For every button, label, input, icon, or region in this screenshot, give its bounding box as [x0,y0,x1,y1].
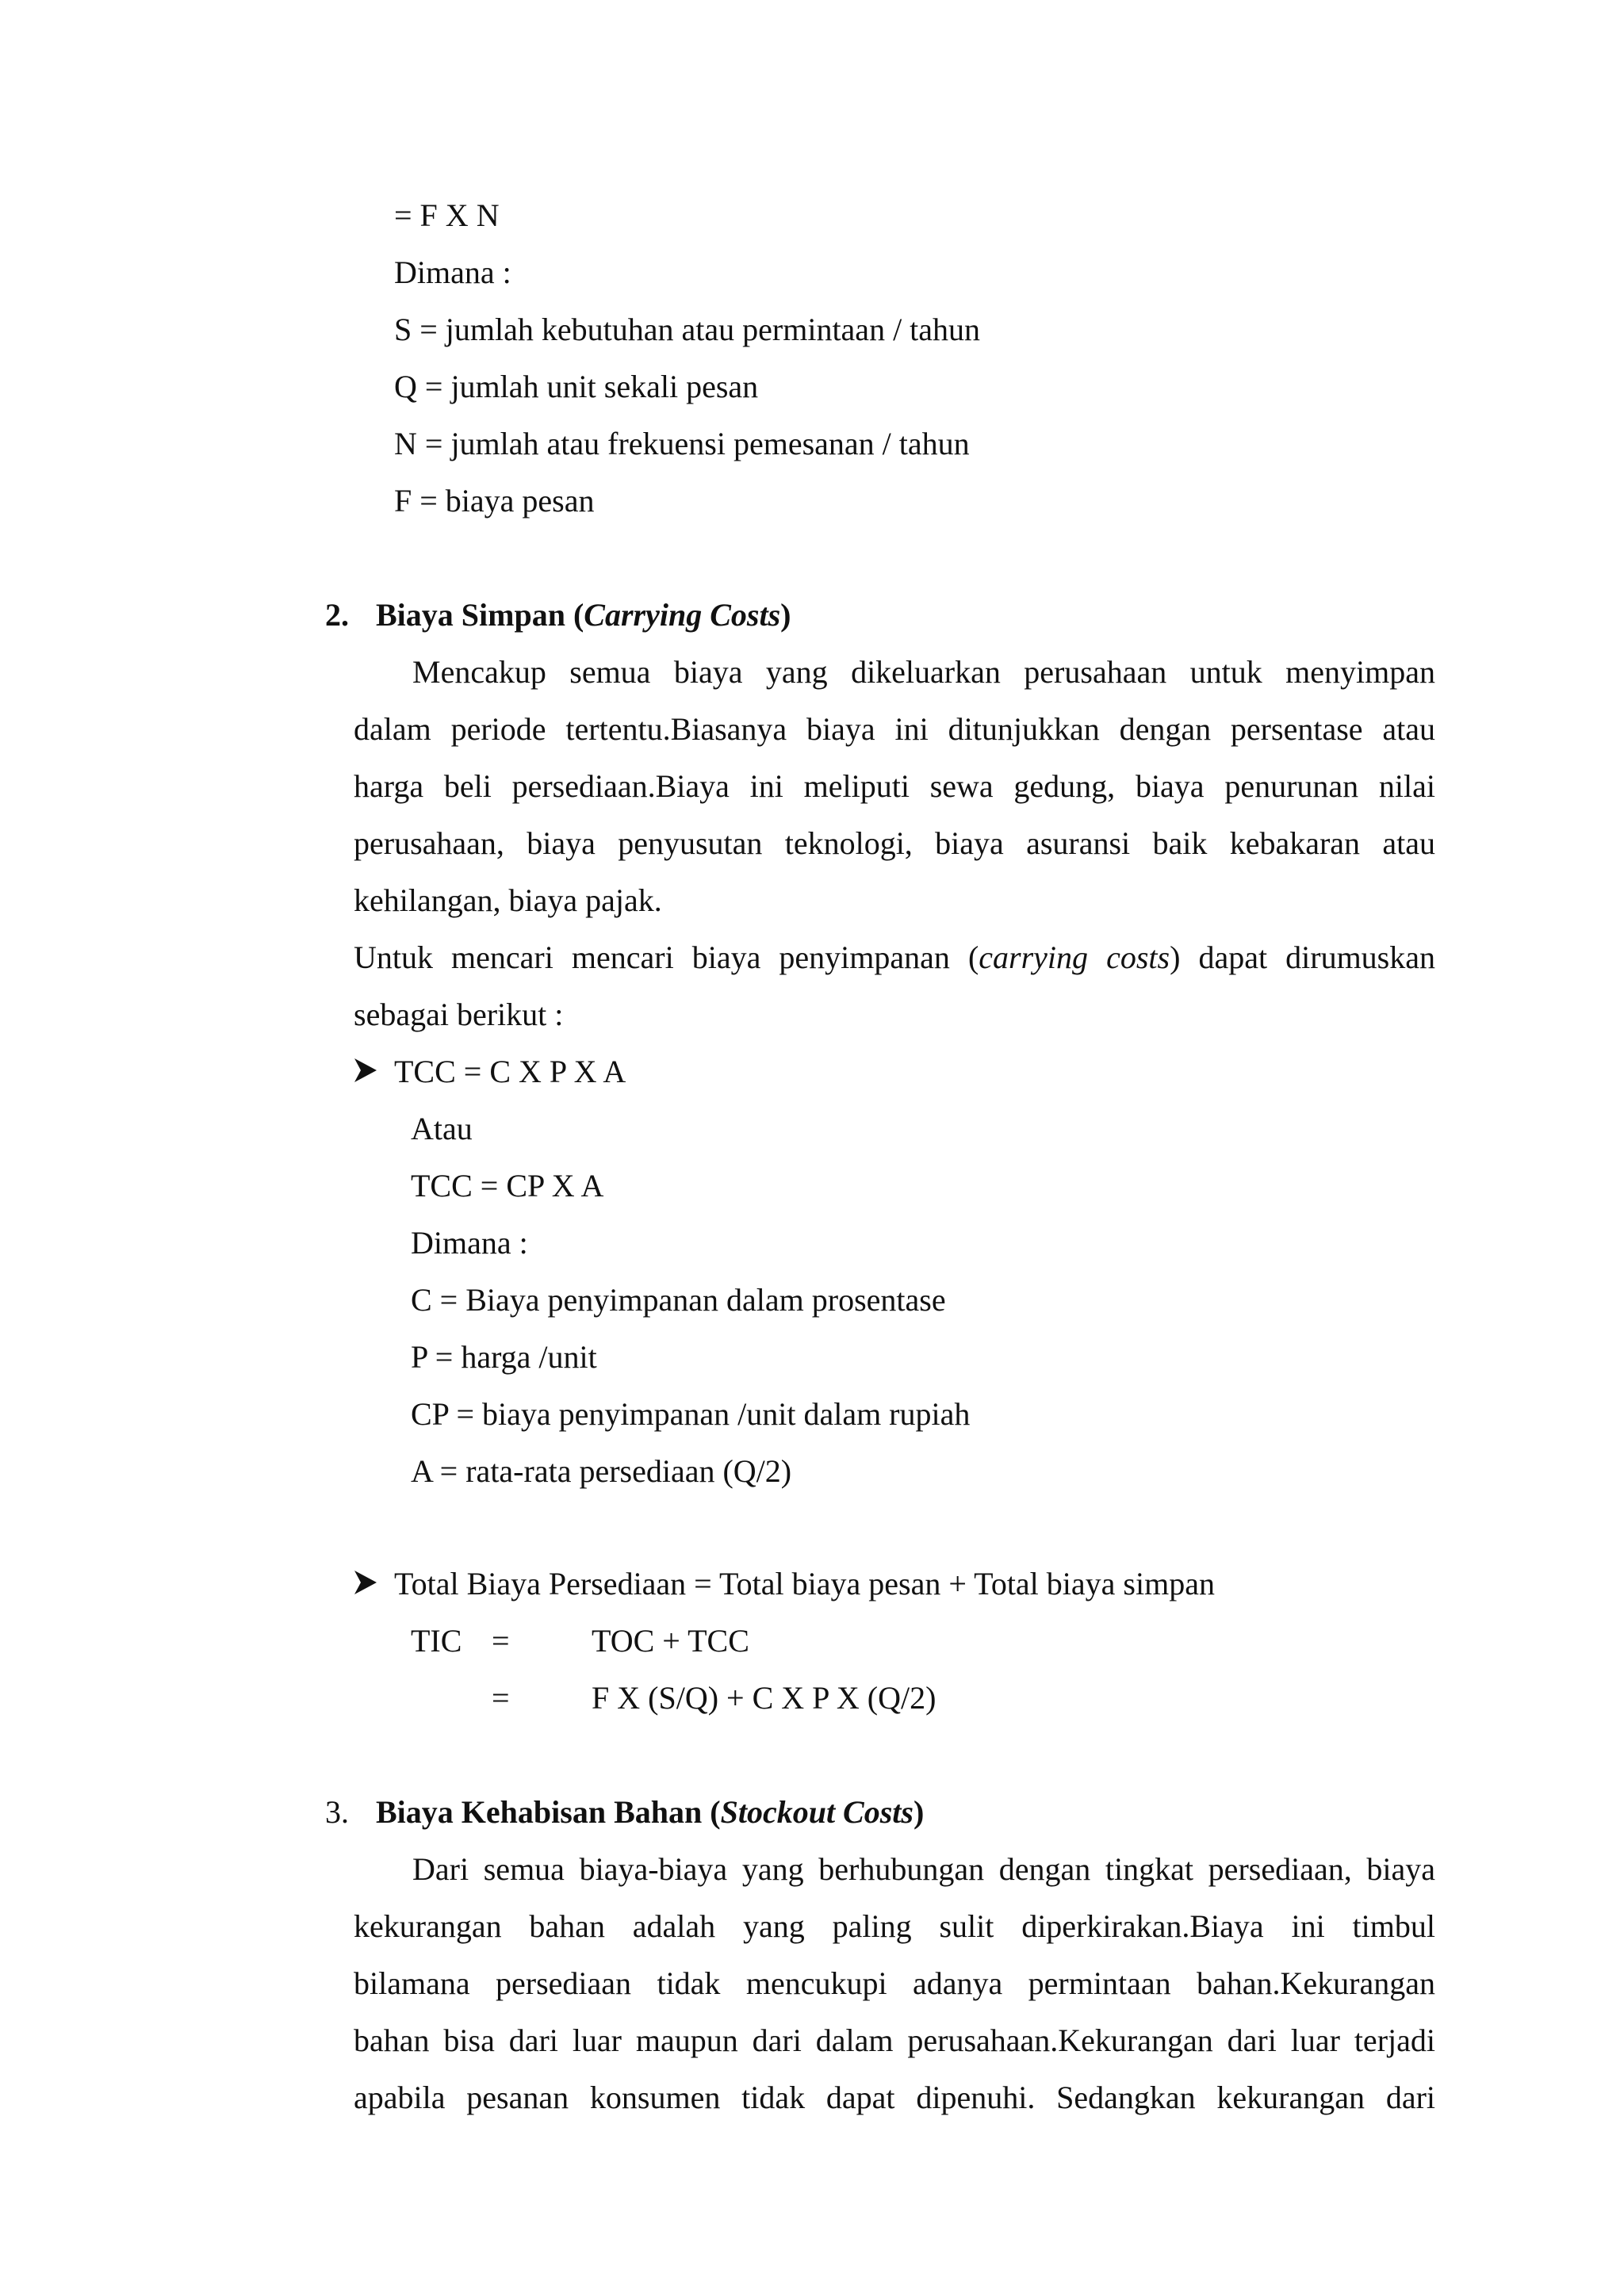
formula-result: = F X N [394,197,500,233]
dimana-label: Dimana : [394,254,511,290]
paragraph-line: bilamana persediaan tidak mencukupi adanya permintaan bahan.Kekurangan [354,1965,1435,2001]
variable-definition: N = jumlah atau frekuensi pemesanan / tahun [394,426,970,461]
equals-sign: = [492,1680,510,1716]
paragraph-line: Dari semua biaya-biaya yang berhubungan dengan tingkat persediaan, biaya [412,1851,1435,1887]
paragraph-line: dalam periode tertentu.Biasanya biaya ini ditunjukkan dengan persentase atau [354,711,1435,747]
tic-formula: TOC + TCC [592,1623,749,1659]
paragraph-line: kehilangan, biaya pajak. [354,882,662,918]
variable-definition: S = jumlah kebutuhan atau permintaan / tahun [394,312,981,347]
arrow-bullet-icon [354,1058,377,1083]
formula-intro: Untuk mencari mencari biaya penyimpanan (carrying costs) dapat dirumuskan [354,939,1435,975]
arrow-bullet-icon [354,1570,377,1595]
tcc-formula: TCC = C X P X A [394,1054,626,1089]
tic-label: TIC [411,1623,462,1659]
formula-intro-line: sebagai berikut : [354,997,564,1032]
paragraph-line: apabila pesanan konsumen tidak dapat dipenuhi. Sedangkan kekurangan dari [354,2080,1435,2115]
variable-definition: A = rata-rata persediaan (Q/2) [411,1453,792,1489]
variable-definition: Q = jumlah unit sekali pesan [394,369,759,404]
total-cost-line: Total Biaya Persediaan = Total biaya pesan + Total biaya simpan [394,1566,1215,1601]
paragraph-line: perusahaan, biaya penyusutan teknologi, biaya asuransi baik kebakaran atau [354,825,1435,861]
variable-definition: C = Biaya penyimpanan dalam prosentase [411,1282,946,1318]
tcc-alt-formula: TCC = CP X A [411,1168,604,1203]
section-heading: Biaya Kehabisan Bahan (Stockout Costs) [376,1794,925,1830]
equals-sign: = [492,1623,510,1659]
paragraph-line: kekurangan bahan adalah yang paling sulit diperkirakan.Biaya ini timbul [354,1908,1435,1944]
atau-label: Atau [411,1111,473,1146]
section-heading: Biaya Simpan (Carrying Costs) [376,597,791,633]
tic-formula-expanded: F X (S/Q) + C X P X (Q/2) [592,1680,936,1716]
dimana-label: Dimana : [411,1225,528,1261]
variable-definition: F = biaya pesan [394,483,595,519]
section-number: 3. [325,1794,349,1830]
variable-definition: P = harga /unit [411,1339,597,1375]
paragraph-line: harga beli persediaan.Biaya ini meliputi sewa gedung, biaya penurunan nilai [354,768,1435,804]
variable-definition: CP = biaya penyimpanan /unit dalam rupiah [411,1396,971,1432]
section-number: 2. [325,597,349,633]
paragraph-line: bahan bisa dari luar maupun dari dalam perusahaan.Kekurangan dari luar terjadi [354,2022,1435,2058]
paragraph-line: Mencakup semua biaya yang dikeluarkan perusahaan untuk menyimpan [412,654,1435,690]
